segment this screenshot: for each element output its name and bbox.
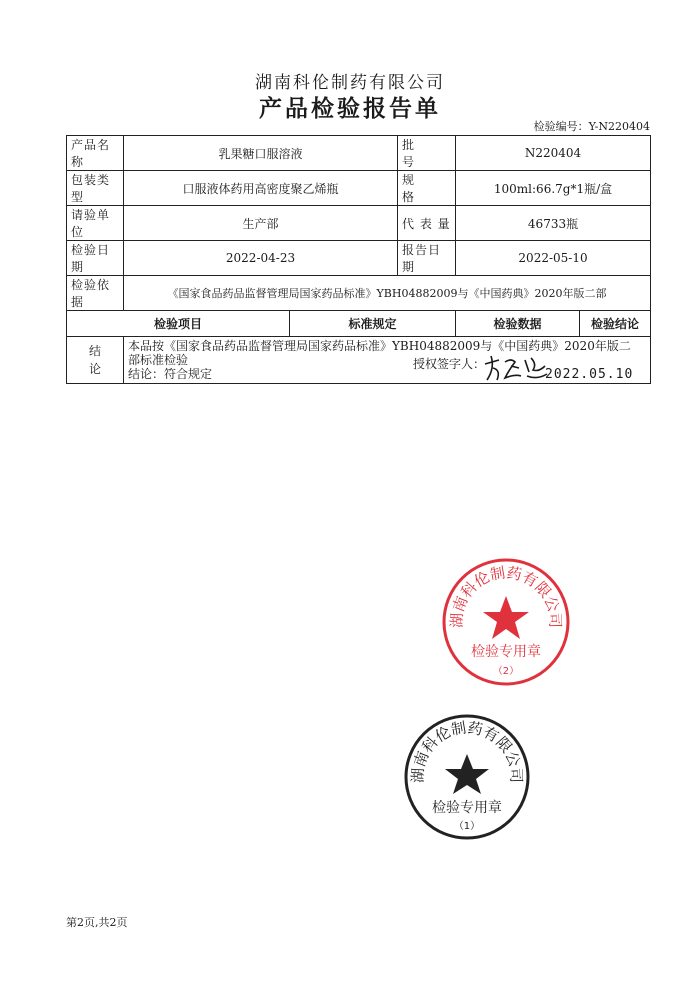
product-name-label: 产品名称 (67, 136, 124, 171)
signer-label: 授权签字人： (413, 357, 486, 371)
star-icon (445, 754, 489, 794)
report-date-label: 报告日期 (398, 241, 456, 276)
signature-image (481, 350, 551, 386)
table-row (67, 206, 651, 241)
batch-label: 批 号 (398, 136, 456, 171)
table-row (67, 276, 651, 311)
stamp-1-company: 湖南科伦制药有限公司 (408, 718, 526, 784)
stamp-1-bottom: 检验专用章 (432, 800, 502, 816)
basis-label: 检验依据 (67, 276, 124, 311)
report-number: 检验编号：Y-N220404 (533, 120, 650, 133)
inspection-stamp-2 (440, 556, 572, 688)
signature-date: 2022.05.10 (545, 367, 634, 382)
requester-label: 请验单位 (67, 206, 124, 241)
quantity-label: 代 表 量 (398, 206, 456, 241)
table-row (67, 241, 651, 276)
batch-value: N220404 (456, 136, 651, 171)
header-standard: 标准规定 (290, 311, 456, 337)
table-row (67, 171, 651, 206)
report-date-value: 2022-05-10 (456, 241, 651, 276)
stamp-2-number: （2） (492, 666, 520, 677)
conclusion-label-1: 结 (88, 344, 101, 358)
header-data: 检验数据 (456, 311, 580, 337)
requester-value: 生产部 (124, 206, 398, 241)
stamp-1-number: （1） (453, 821, 481, 832)
basis-value: 《国家食品药品监督管理局国家药品标准》YBH04882009与《中国药典》2020年版二部 (124, 276, 651, 311)
conclusion-line-3: 结论：符合规定 (128, 367, 213, 381)
page-footer: 第2页,共2页 (66, 916, 128, 929)
spec-value: 100ml:66.7g*1瓶/盒 (456, 171, 651, 206)
spec-label: 规 格 (398, 171, 456, 206)
company-name: 湖南科伦制药有限公司 (255, 73, 445, 93)
conclusion-label-2: 论 (88, 362, 101, 376)
product-name-value: 乳果糖口服溶液 (124, 136, 398, 171)
conclusion-label (67, 337, 124, 384)
header-item: 检验项目 (67, 311, 290, 337)
table-row (67, 136, 651, 171)
page-title: 产品检验报告单 (259, 95, 441, 122)
conclusion-line-1: 本品按《国家食品药品监督管理局国家药品标准》YBH04882009与《中国药典》2020年版二 (128, 339, 631, 353)
table-header-row (67, 311, 651, 337)
package-label: 包装类型 (67, 171, 124, 206)
stamp-2-company: 湖南科伦制药有限公司 (447, 563, 565, 629)
package-value: 口服液体药用高密度聚乙烯瓶 (124, 171, 398, 206)
test-date-label: 检验日期 (67, 241, 124, 276)
inspection-stamp-1 (402, 712, 532, 842)
stamp-2-bottom: 检验专用章 (471, 644, 541, 660)
header-conclusion: 检验结论 (580, 311, 651, 337)
star-icon (483, 596, 529, 639)
test-date-value: 2022-04-23 (124, 241, 398, 276)
report-table (66, 135, 651, 384)
conclusion-line-2: 部标准检验 (128, 353, 189, 367)
quantity-value: 46733瓶 (456, 206, 651, 241)
